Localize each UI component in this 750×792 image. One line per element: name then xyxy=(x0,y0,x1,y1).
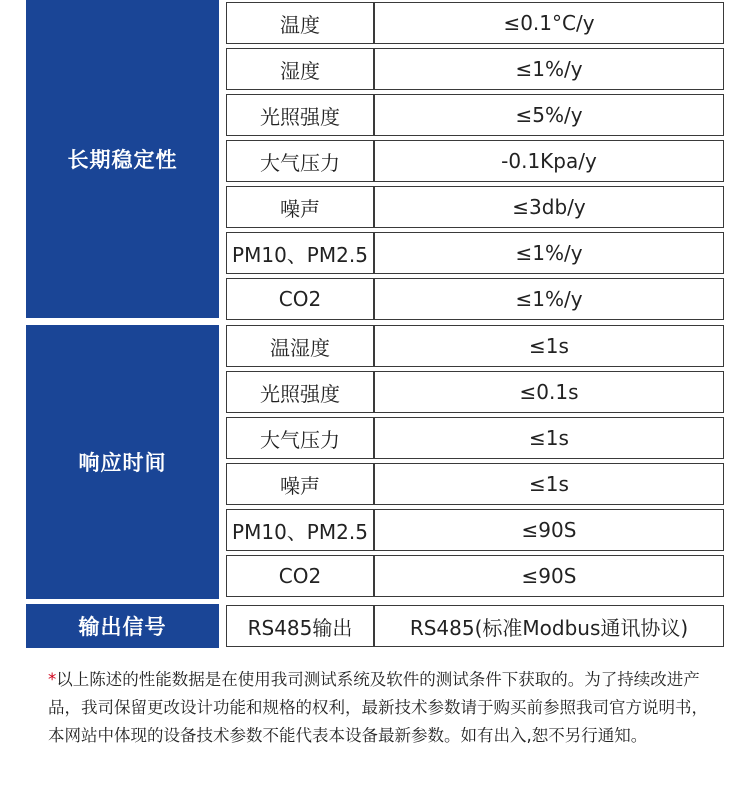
value-cell: ≤1%/y xyxy=(374,278,724,320)
param-cell: PM10、PM2.5 xyxy=(226,232,374,274)
table-row xyxy=(226,605,724,647)
table-row xyxy=(226,232,724,274)
table-row xyxy=(226,2,724,44)
table-row xyxy=(226,94,724,136)
value-cell: ≤90S xyxy=(374,555,724,597)
value-cell: -0.1Kpa/y xyxy=(374,140,724,182)
disclaimer-text: 以上陈述的性能数据是在使用我司测试系统及软件的测试条件下获取的。为了持续改进产品，我司保留更改设计功能和规格的权利，最新技术参数请于购买前参照我司官方说明书，本网站中体现的设备技术参数不能代表本设备最新参数。如有出入,恕不另行通知。 xyxy=(48,670,708,745)
category-response-time xyxy=(26,325,219,599)
table-row xyxy=(226,371,724,413)
value-cell: ≤1s xyxy=(374,325,724,367)
param-cell: CO2 xyxy=(226,555,374,597)
param-cell: PM10、PM2.5 xyxy=(226,509,374,551)
param-cell: 光照强度 xyxy=(226,94,374,136)
table-row xyxy=(226,278,724,320)
table-row xyxy=(226,140,724,182)
table-row xyxy=(226,48,724,90)
value-cell: ≤1s xyxy=(374,417,724,459)
value-cell: ≤90S xyxy=(374,509,724,551)
table-row xyxy=(226,463,724,505)
param-cell: 温度 xyxy=(226,2,374,44)
param-cell: 噪声 xyxy=(226,186,374,228)
value-cell: ≤1%/y xyxy=(374,232,724,274)
param-cell: CO2 xyxy=(226,278,374,320)
table-row xyxy=(226,417,724,459)
value-cell: ≤3db/y xyxy=(374,186,724,228)
param-cell: RS485输出 xyxy=(226,605,374,647)
value-cell: ≤0.1°C/y xyxy=(374,2,724,44)
category-label: 输出信号 xyxy=(78,615,167,639)
param-cell: 大气压力 xyxy=(226,140,374,182)
category-output-signal xyxy=(26,604,219,648)
value-cell: ≤5%/y xyxy=(374,94,724,136)
param-cell: 光照强度 xyxy=(226,371,374,413)
table-row xyxy=(226,509,724,551)
disclaimer-note xyxy=(48,666,708,750)
value-cell: ≤1s xyxy=(374,463,724,505)
category-label: 长期稳定性 xyxy=(67,148,178,172)
param-cell: 湿度 xyxy=(226,48,374,90)
value-cell: ≤0.1s xyxy=(374,371,724,413)
value-cell: RS485(标准Modbus通讯协议) xyxy=(374,605,724,647)
category-long-term-stability xyxy=(26,0,219,318)
param-cell: 大气压力 xyxy=(226,417,374,459)
table-row xyxy=(226,555,724,597)
value-cell: ≤1%/y xyxy=(374,48,724,90)
category-label: 响应时间 xyxy=(78,451,167,475)
table-row xyxy=(226,186,724,228)
param-cell: 温湿度 xyxy=(226,325,374,367)
param-cell: 噪声 xyxy=(226,463,374,505)
asterisk-mark: * xyxy=(48,670,57,689)
table-row xyxy=(226,325,724,367)
